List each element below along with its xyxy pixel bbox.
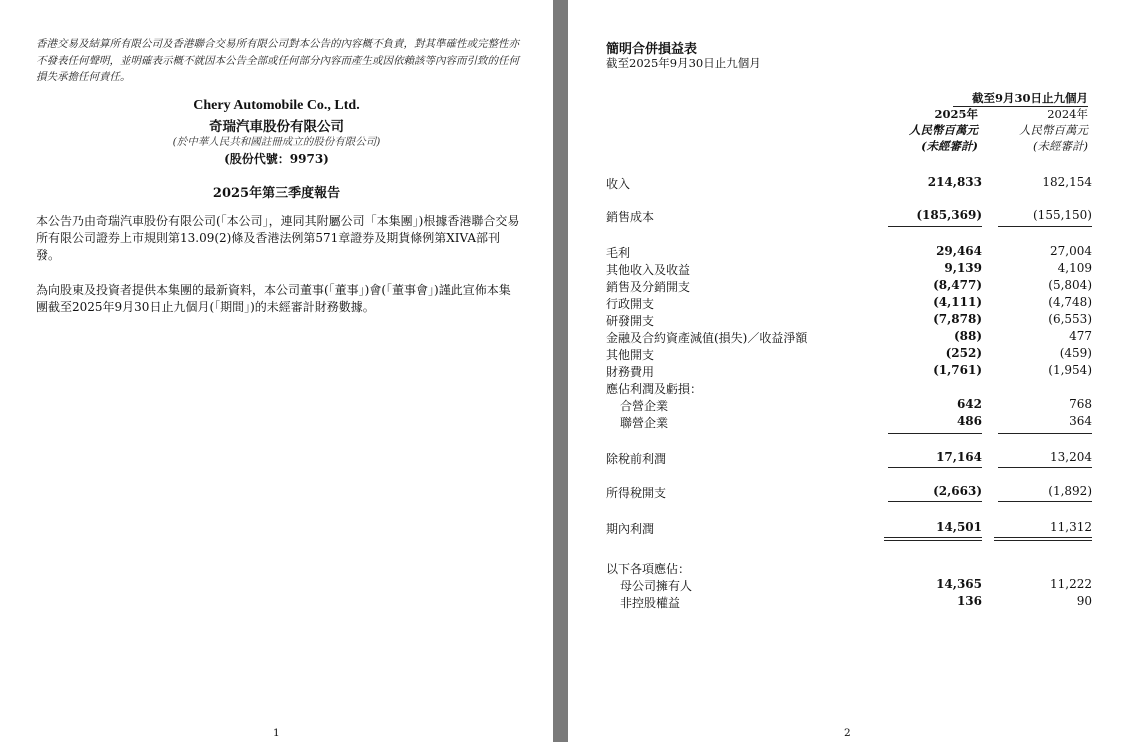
value-2025: 9,139 <box>944 261 982 275</box>
total-double-rule <box>884 537 982 538</box>
value-2025: (8,477) <box>933 278 982 292</box>
value-2024: 13,204 <box>1050 450 1092 464</box>
table-row <box>568 346 1125 362</box>
disclaimer-text: 香港交易及結算所有限公司及香港聯合交易所有限公司對本公告的內容概不負責，對其準確性或完整性亦不發表任何聲明，並明確表示概不就因本公告全部或任何部分內容而產生或因依賴該等內容而引致的任何損失承擔任何責任。 <box>36 38 519 83</box>
subtotal-rule <box>888 226 982 227</box>
row-label: 母公司擁有人 <box>620 579 693 593</box>
table-row <box>568 484 1125 500</box>
report-title: 2025年第三季度報告 <box>212 186 341 201</box>
table-row <box>568 397 1125 413</box>
announcement-paragraph: 為向股東及投資者提供本集團的最新資料，本公司董事(「董事」)會(「董事會」)謹此宣佈本集團截至2025年9月30日止九個月(「期間」)的未經審計財務數據。 <box>36 283 511 314</box>
column-header-2024: 2024年 <box>1047 107 1088 121</box>
subtotal-rule <box>888 501 982 502</box>
value-2024: (4,748) <box>1048 295 1092 309</box>
value-2025: 29,464 <box>936 244 982 258</box>
table-row <box>568 450 1125 466</box>
table-row <box>568 594 1125 610</box>
statement-title: 簡明合併損益表 <box>606 42 698 57</box>
subtotal-rule <box>998 467 1092 468</box>
total-double-rule <box>884 540 982 541</box>
subtotal-rule <box>888 433 982 434</box>
table-row <box>568 363 1125 379</box>
subtotal-rule <box>998 433 1092 434</box>
table-row <box>568 312 1125 328</box>
value-2025: 642 <box>956 397 982 411</box>
value-2025: (7,878) <box>933 312 982 326</box>
page-number: 1 <box>273 727 280 739</box>
table-row <box>568 295 1125 311</box>
row-label: 應佔利潤及虧損： <box>606 382 703 396</box>
value-2025: (185,369) <box>916 208 982 222</box>
value-2025: 486 <box>956 414 982 428</box>
value-2025: (2,663) <box>933 484 982 498</box>
row-label: 聯營企業 <box>620 416 669 430</box>
unit-2024: 人民幣百萬元 <box>1019 123 1088 137</box>
total-double-rule <box>994 537 1092 538</box>
column-header-period: 截至9月30日止九個月 <box>971 91 1088 105</box>
table-row <box>568 278 1125 294</box>
value-2024: 364 <box>1069 414 1092 428</box>
row-label: 毛利 <box>606 246 631 260</box>
value-2025: 136 <box>956 594 982 608</box>
value-2025: 214,833 <box>927 175 982 189</box>
unit-2025: 人民幣百萬元 <box>909 123 978 137</box>
total-double-rule <box>994 540 1092 541</box>
row-label: 以下各項應佔： <box>606 562 691 576</box>
row-label: 期內利潤 <box>606 522 655 536</box>
table-row <box>568 380 1125 396</box>
table-row <box>568 244 1125 260</box>
value-2025: 14,501 <box>936 520 982 534</box>
table-row <box>568 560 1125 576</box>
audit-status-2025: (未經審計) <box>921 139 978 153</box>
row-label: 收入 <box>606 177 631 191</box>
value-2024: 477 <box>1069 329 1092 343</box>
row-label: 其他開支 <box>606 348 655 362</box>
value-2024: 90 <box>1076 594 1092 608</box>
subtotal-rule <box>998 501 1092 502</box>
table-row <box>568 577 1125 593</box>
intro-paragraph: 本公告乃由奇瑞汽車股份有限公司(「本公司」，連同其附屬公司「本集團」)根據香港聯合交易所有限公司證券上市規則第13.09(2)條及香港法例第571章證券及期貨條例第XIVA部刊發。 <box>36 214 520 262</box>
company-incorporation-note: (於中華人民共和國註冊成立的股份有限公司) <box>172 136 381 148</box>
page-one <box>0 0 553 742</box>
row-label: 合營企業 <box>620 399 669 413</box>
row-label: 財務費用 <box>606 365 655 379</box>
statement-subtitle: 截至2025年9月30日止九個月 <box>606 56 761 70</box>
column-header-2025: 2025年 <box>934 107 978 121</box>
table-row <box>568 208 1125 224</box>
value-2024: (155,150) <box>1033 208 1092 222</box>
row-label: 金融及合約資產減值(損失)／收益淨額 <box>606 331 808 345</box>
value-2024: (6,553) <box>1048 312 1092 326</box>
company-name-english: Chery Automobile Co., Ltd. <box>193 98 360 113</box>
value-2024: (1,954) <box>1048 363 1092 377</box>
value-2024: 11,312 <box>1050 520 1092 534</box>
value-2025: 14,365 <box>936 577 982 591</box>
row-label: 非控股權益 <box>620 596 681 610</box>
row-label: 銷售成本 <box>606 210 655 224</box>
value-2025: (88) <box>953 329 982 343</box>
value-2025: (1,761) <box>933 363 982 377</box>
company-name-chinese: 奇瑞汽車股份有限公司 <box>209 119 344 135</box>
row-label: 銷售及分銷開支 <box>606 280 691 294</box>
value-2025: 17,164 <box>936 450 982 464</box>
subtotal-rule <box>998 226 1092 227</box>
value-2025: (4,111) <box>933 295 982 309</box>
audit-status-2024: (未經審計) <box>1033 139 1088 153</box>
table-row <box>568 175 1125 191</box>
value-2025: (252) <box>945 346 982 360</box>
row-label: 研發開支 <box>606 314 655 328</box>
subtotal-rule <box>888 467 982 468</box>
value-2024: 768 <box>1069 397 1092 411</box>
table-row <box>568 261 1125 277</box>
table-row <box>568 414 1125 430</box>
page-number: 2 <box>844 727 851 739</box>
value-2024: 11,222 <box>1050 577 1092 591</box>
row-label: 行政開支 <box>606 297 655 311</box>
value-2024: (1,892) <box>1048 484 1092 498</box>
value-2024: 27,004 <box>1050 244 1092 258</box>
stock-code: (股份代號：9973) <box>224 152 329 166</box>
value-2024: (5,804) <box>1048 278 1092 292</box>
value-2024: 4,109 <box>1057 261 1092 275</box>
table-row <box>568 520 1125 536</box>
row-label: 除稅前利潤 <box>606 452 667 466</box>
row-label: 其他收入及收益 <box>606 263 691 277</box>
value-2024: 182,154 <box>1042 175 1092 189</box>
row-label: 所得稅開支 <box>606 486 667 500</box>
page-two <box>568 0 1125 742</box>
value-2024: (459) <box>1059 346 1092 360</box>
table-row <box>568 329 1125 345</box>
